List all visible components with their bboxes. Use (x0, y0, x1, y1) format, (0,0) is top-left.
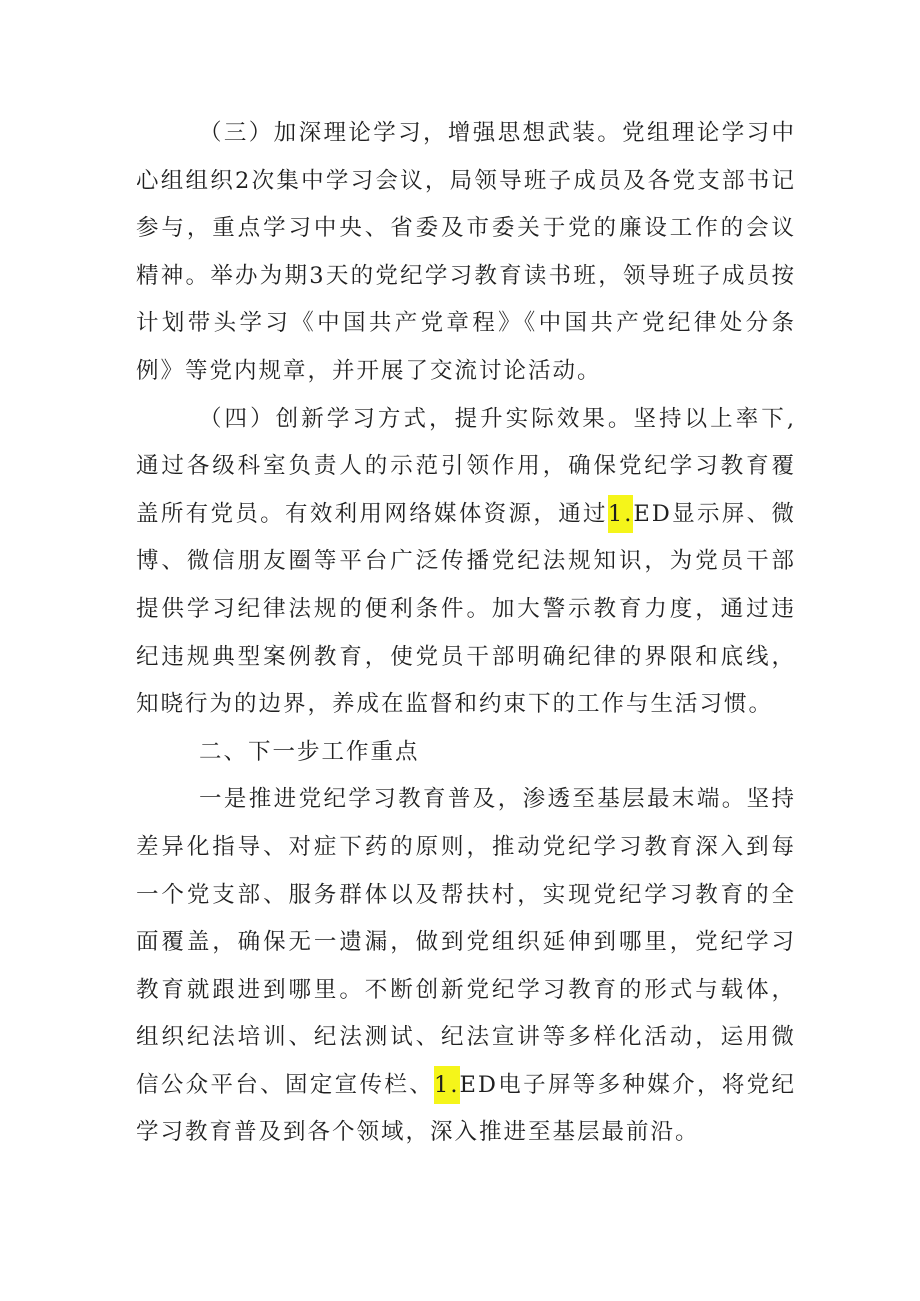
paragraph-text: （四）创新学习方式，提升实际效果。坚持以上率下,通过各级科室负责人的示范引领作用，确保党纪学习教育覆盖所有党员。有效利用网络媒体资源，通过 (136, 405, 796, 527)
heading-text: 二、下一步工作重点 (199, 738, 420, 765)
paragraph-text: （三）加深理论学习，增强思想武装。党组理论学习中心组组织2次集中学习会议，局领导班子成员及各党支部书记参与，重点学习中央、省委及市委关于党的廉设工作的会议精神。举办为期3天的党纪学习教育读书班，领导班子成员按计划带头学习《中国共产党章程》《中国共产党纪律处分条例》等党内规章，并开展了交流讨论活动。 (136, 120, 796, 384)
paragraph-text: ED显示屏、微博、微信朋友圈等平台广泛传播党纪法规知识，为党员干部提供学习纪律法规的便利条件。加大警示教育力度，通过违纪违规典型案例教育，使党员干部明确纪律的界限和底线，知晓行为的边界，养成在监督和约束下的工作与生活习惯。 (136, 500, 796, 718)
paragraph-promote-education (136, 776, 796, 1157)
highlighted-text: 1. (608, 495, 633, 533)
paragraph-study-methods (136, 396, 796, 729)
paragraph-text: 一是推进党纪学习教育普及，渗透至基层最末端。坚持差异化指导、对症下药的原则，推动党纪学习教育深入到每一个党支部、服务群体以及帮扶村，实现党纪学习教育的全面覆盖，确保无一遗漏，做到党组织延伸到哪里，党纪学习教育就跟进到哪里。不断创新党纪学习教育的形式与载体，组织纪法培训、纪法测试、纪法宣讲等多样化活动，运用微信公众平台、固定宣传栏、 (136, 786, 796, 1098)
section-heading-next-steps (136, 729, 796, 777)
highlighted-text: 1. (434, 1066, 459, 1104)
paragraph-study-theory (136, 110, 796, 396)
paragraph-text: ED电子屏等多种媒介，将党纪学习教育普及到各个领域，深入推进至基层最前沿。 (136, 1071, 796, 1146)
document-body (136, 110, 796, 1157)
